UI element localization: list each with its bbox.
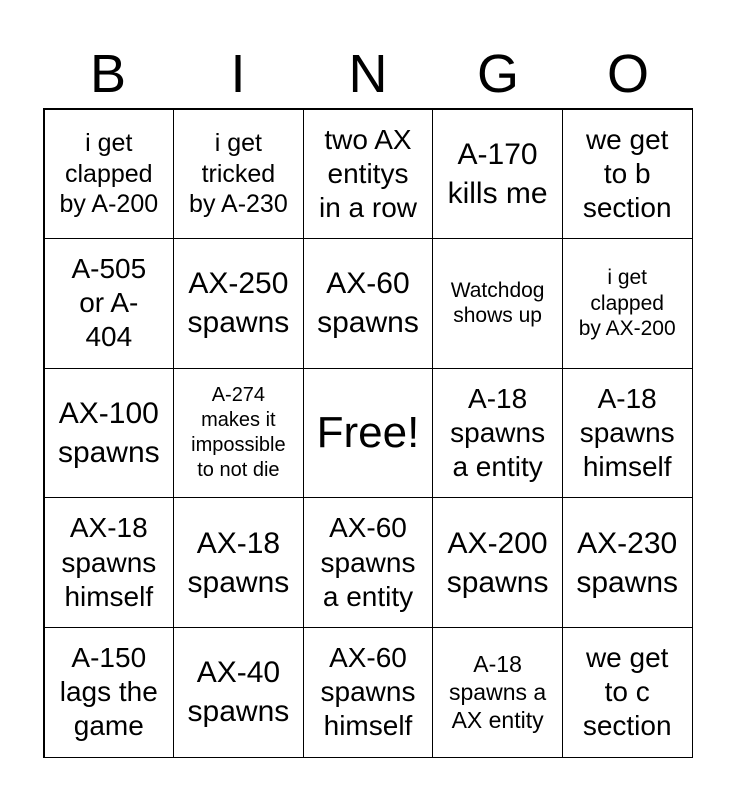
header-letter-i: I [230,44,246,104]
bingo-cell-r4c4[interactable]: AX-200 spawns [432,497,563,628]
bingo-cell-r1c5[interactable]: we get to b section [562,109,693,240]
bingo-cell-r3c4[interactable]: A-18 spawns a entity [432,368,563,499]
bingo-cell-r5c5[interactable]: we get to c section [562,627,693,758]
bingo-cell-r3c2[interactable]: A-274 makes it impossible to not die [173,368,304,499]
bingo-cell-r3c5[interactable]: A-18 spawns himself [562,368,693,499]
bingo-header [43,40,693,108]
bingo-cell-r3c1[interactable]: AX-100 spawns [44,368,175,499]
header-letter-b: B [89,44,127,104]
bingo-cell-r5c4[interactable]: A-18 spawns a AX entity [432,627,563,758]
bingo-cell-r2c5[interactable]: i get clapped by AX-200 [562,238,693,369]
bingo-cell-r2c2[interactable]: AX-250 spawns [173,238,304,369]
bingo-cell-r5c2[interactable]: AX-40 spawns [173,627,304,758]
bingo-cell-r4c5[interactable]: AX-230 spawns [562,497,693,628]
bingo-cell-r5c3[interactable]: AX-60 spawns himself [303,627,434,758]
bingo-cell-r2c1[interactable]: A-505 or A- 404 [44,238,175,369]
bingo-cell-r1c4[interactable]: A-170 kills me [432,109,563,240]
header-letter-g: G [476,44,519,104]
bingo-cell-r1c1[interactable]: i get clapped by A-200 [44,109,175,240]
bingo-cell-r5c1[interactable]: A-150 lags the game [44,627,175,758]
bingo-grid [43,108,693,758]
bingo-cell-r4c3[interactable]: AX-60 spawns a entity [303,497,434,628]
bingo-cell-r1c3[interactable]: two AX entitys in a row [303,109,434,240]
bingo-cell-free[interactable]: Free! [303,368,434,499]
bingo-cell-r2c4[interactable]: Watchdog shows up [432,238,563,369]
bingo-cell-r1c2[interactable]: i get tricked by A-230 [173,109,304,240]
header-letter-n: N [348,44,388,104]
bingo-cell-r2c3[interactable]: AX-60 spawns [303,238,434,369]
bingo-cell-r4c2[interactable]: AX-18 spawns [173,497,304,628]
bingo-cell-r4c1[interactable]: AX-18 spawns himself [44,497,175,628]
header-letter-o: O [606,44,649,104]
